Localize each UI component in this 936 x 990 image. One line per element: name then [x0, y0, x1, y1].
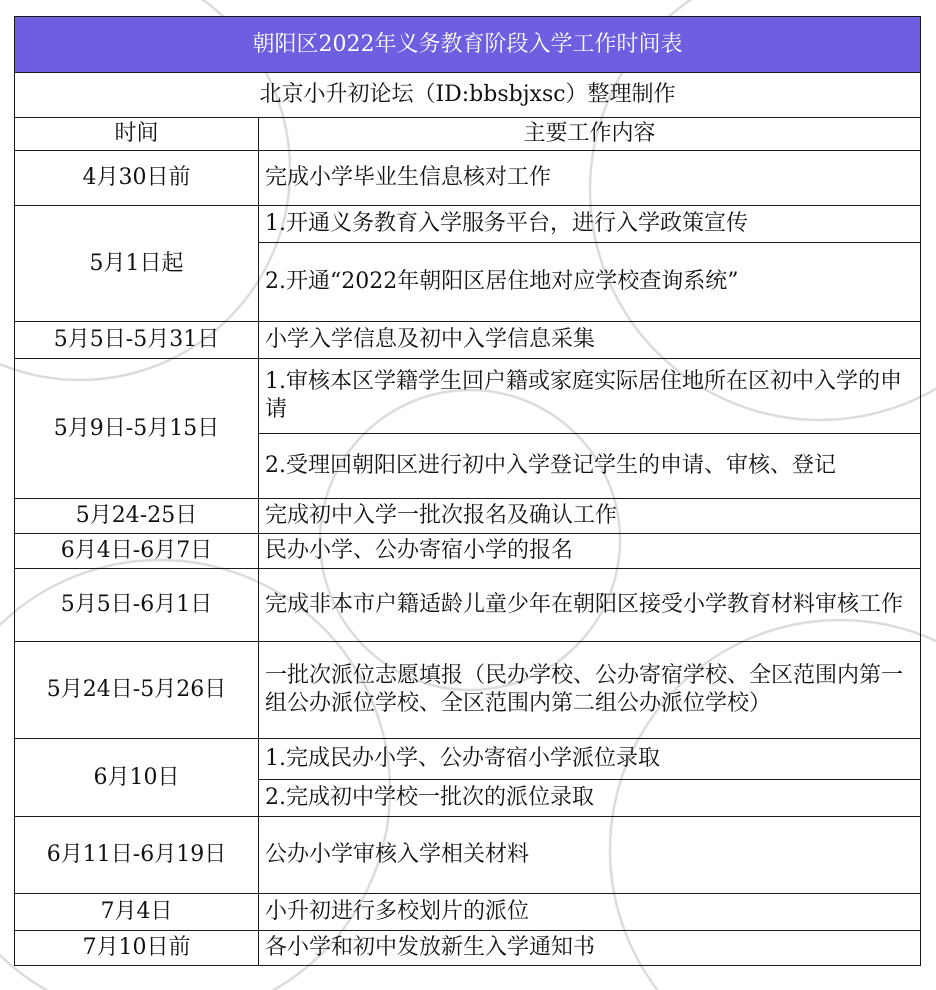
schedule-table: [14, 16, 921, 966]
table-row: [15, 739, 921, 780]
title-row: [15, 17, 921, 73]
row-time: 5月24-25日: [15, 499, 259, 534]
row-content: 1.完成民办小学、公办寄宿小学派位录取: [259, 739, 921, 780]
header-time: 时间: [15, 118, 259, 151]
table-row: [15, 642, 921, 739]
row-time: 6月11日-6月19日: [15, 817, 259, 894]
row-content: 2.受理回朝阳区进行初中入学登记学生的申请、审核、登记: [259, 434, 921, 499]
table-row: [15, 534, 921, 569]
table-row: [15, 322, 921, 359]
row-content: 完成初中入学一批次报名及确认工作: [259, 499, 921, 534]
row-content: 1.开通义务教育入学服务平台，进行入学政策宣传: [259, 206, 921, 243]
row-time: 5月5日-5月31日: [15, 322, 259, 359]
header-row: [15, 118, 921, 151]
row-time: 7月10日前: [15, 931, 259, 966]
row-time: 5月1日起: [15, 206, 259, 322]
row-time: 6月4日-6月7日: [15, 534, 259, 569]
table-row: [15, 894, 921, 931]
row-content: 一批次派位志愿填报（民办学校、公办寄宿学校、全区范围内第一组公办派位学校、全区范围内第二组公办派位学校）: [259, 642, 921, 739]
table-row: [15, 151, 921, 206]
table-subtitle: 北京小升初论坛（ID:bbsbjxsc）整理制作: [15, 73, 921, 118]
row-content: 2.完成初中学校一批次的派位录取: [259, 780, 921, 817]
table-row: [15, 931, 921, 966]
row-content: 各小学和初中发放新生入学通知书: [259, 931, 921, 966]
header-content: 主要工作内容: [259, 118, 921, 151]
table-row: [15, 569, 921, 642]
table-row: [15, 499, 921, 534]
row-content: 完成小学毕业生信息核对工作: [259, 151, 921, 206]
row-content: 完成非本市户籍适龄儿童少年在朝阳区接受小学教育材料审核工作: [259, 569, 921, 642]
row-content: 公办小学审核入学相关材料: [259, 817, 921, 894]
row-time: 5月24日-5月26日: [15, 642, 259, 739]
row-content: 小学入学信息及初中入学信息采集: [259, 322, 921, 359]
row-time: 5月5日-6月1日: [15, 569, 259, 642]
row-content: 民办小学、公办寄宿小学的报名: [259, 534, 921, 569]
table-row: [15, 359, 921, 434]
row-time: 6月10日: [15, 739, 259, 817]
row-time: 4月30日前: [15, 151, 259, 206]
row-time: 5月9日-5月15日: [15, 359, 259, 499]
row-content: 2.开通“2022年朝阳区居住地对应学校查询系统”: [259, 243, 921, 322]
subtitle-row: [15, 73, 921, 118]
table-row: [15, 206, 921, 243]
table-row: [15, 817, 921, 894]
table-title: 朝阳区2022年义务教育阶段入学工作时间表: [15, 17, 921, 73]
row-time: 7月4日: [15, 894, 259, 931]
row-content: 1.审核本区学籍学生回户籍或家庭实际居住地所在区初中入学的申请: [259, 359, 921, 434]
row-content: 小升初进行多校划片的派位: [259, 894, 921, 931]
